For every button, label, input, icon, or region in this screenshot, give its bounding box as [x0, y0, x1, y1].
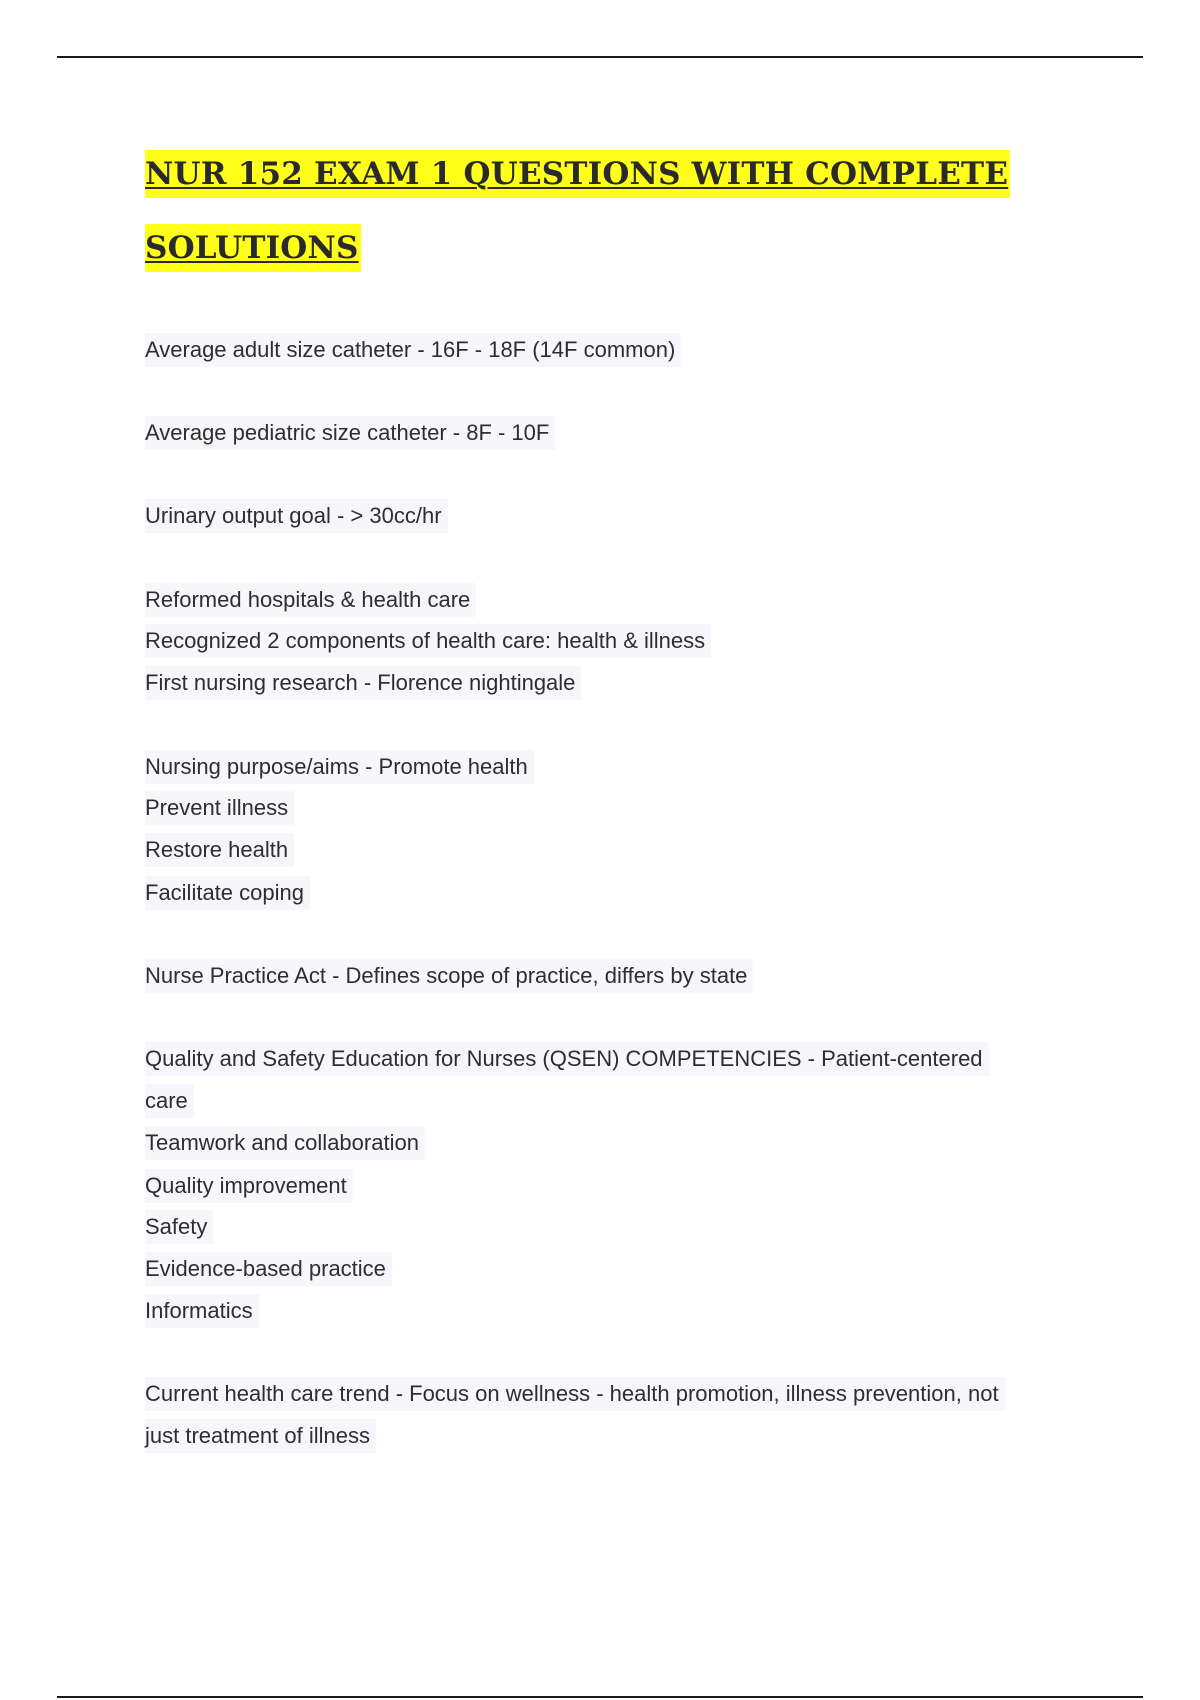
text-line-urinary-output: Urinary output goal - > 30cc/hr: [145, 499, 448, 533]
text-line-safety: Safety: [145, 1210, 213, 1244]
text-line-prevent-illness: Prevent illness: [145, 791, 294, 825]
document-title-line-2: SOLUTIONS: [145, 224, 361, 272]
text-line-qsen-care: care: [145, 1084, 194, 1118]
document-title-line-1: NUR 152 EXAM 1 QUESTIONS WITH COMPLETE: [145, 150, 1010, 198]
text-line-nursing-aims: Nursing purpose/aims - Promote health: [145, 750, 534, 784]
text-line-reformed-hospitals: Reformed hospitals & health care: [145, 583, 476, 617]
text-line-health-care-trend: Current health care trend - Focus on wellness - health promotion, illness prevention, not: [145, 1377, 1005, 1411]
text-line-restore-health: Restore health: [145, 833, 294, 867]
text-line-informatics: Informatics: [145, 1294, 259, 1328]
text-line-nursing-research: First nursing research - Florence nightingale: [145, 666, 581, 700]
text-line-catheter-adult: Average adult size catheter - 16F - 18F (14F common): [145, 333, 681, 367]
text-line-facilitate-coping: Facilitate coping: [145, 876, 310, 910]
text-line-catheter-pediatric: Average pediatric size catheter - 8F - 10F: [145, 416, 555, 450]
text-line-nurse-practice-act: Nurse Practice Act - Defines scope of practice, differs by state: [145, 959, 753, 993]
text-line-health-care-trend-cont: just treatment of illness: [145, 1419, 376, 1453]
bottom-rule: [57, 1696, 1143, 1698]
text-line-health-components: Recognized 2 components of health care: health & illness: [145, 624, 711, 658]
text-line-quality-improvement: Quality improvement: [145, 1169, 353, 1203]
top-rule: [57, 56, 1143, 58]
text-line-qsen: Quality and Safety Education for Nurses (QSEN) COMPETENCIES - Patient-centered: [145, 1042, 989, 1076]
text-line-evidence-based: Evidence-based practice: [145, 1252, 392, 1286]
text-line-teamwork: Teamwork and collaboration: [145, 1126, 425, 1160]
